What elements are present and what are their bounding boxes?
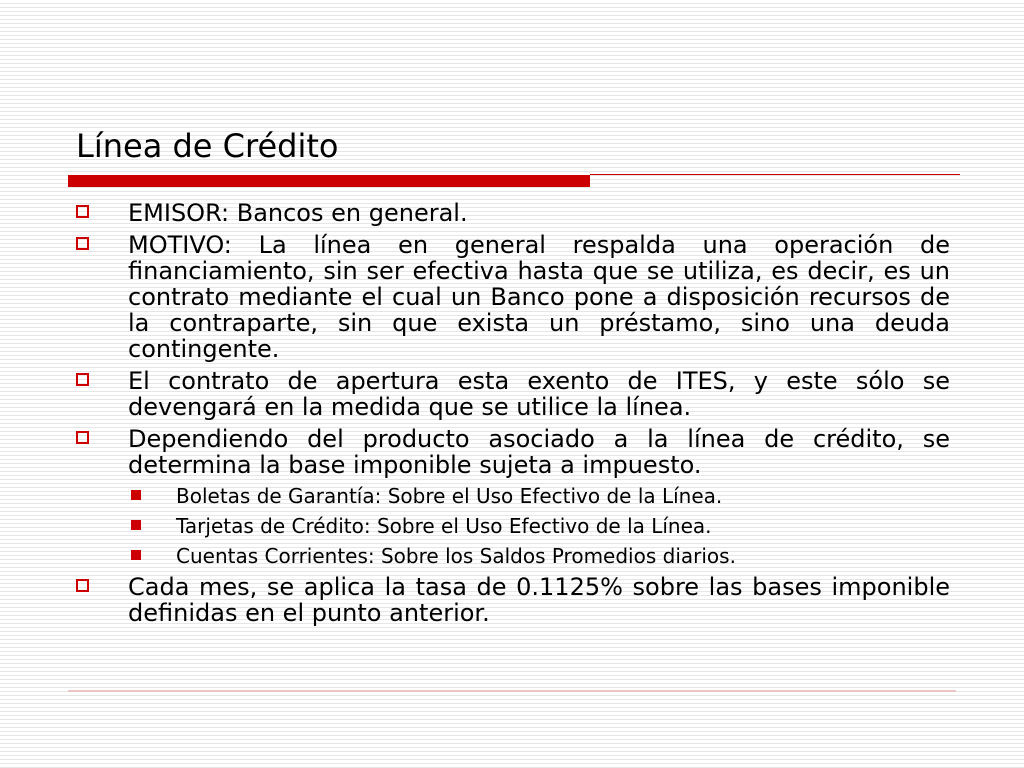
bullet-text: EMISOR: Bancos en general. xyxy=(128,199,468,227)
hollow-square-bullet-icon xyxy=(76,205,89,218)
slide-title: Línea de Crédito xyxy=(76,127,339,165)
bullet-text: El contrato de apertura esta exento de ITES, y este sólo se devengará en la medida que se utilice la línea. xyxy=(128,367,950,421)
sub-bullet-text: Cuentas Corrientes: Sobre los Saldos Promedios diarios. xyxy=(176,544,736,568)
bullet-item-tasa xyxy=(76,574,950,626)
hollow-square-bullet-icon xyxy=(76,373,89,386)
bullet-text: Dependiendo del producto asociado a la línea de crédito, se determina la base imponible sujeta a impuesto. xyxy=(128,425,950,479)
filled-square-bullet-icon xyxy=(131,550,141,560)
title-underline-line xyxy=(590,174,960,175)
sub-bullet-item-tarjetas xyxy=(76,514,950,538)
bullet-text: MOTIVO: La línea en general respalda una operación de financiamiento, sin ser efectiva hasta que se utiliza, es decir, es un contrato mediante el cual un Banco pone a disposición recursos de la contraparte, sin que exista un préstamo, sino una deuda contingente. xyxy=(128,231,950,363)
title-underline-bar xyxy=(68,175,590,187)
hollow-square-bullet-icon xyxy=(76,431,89,444)
footer-divider xyxy=(68,690,956,692)
filled-square-bullet-icon xyxy=(131,490,141,500)
sub-bullet-item-boletas xyxy=(76,484,950,508)
sub-bullet-text: Boletas de Garantía: Sobre el Uso Efectivo de la Línea. xyxy=(176,484,723,508)
sub-bullet-list xyxy=(76,484,950,568)
slide-content xyxy=(76,200,950,632)
bullet-item-contrato xyxy=(76,368,950,420)
bullet-item-motivo xyxy=(76,232,950,362)
sub-bullet-text: Tarjetas de Crédito: Sobre el Uso Efectivo de la Línea. xyxy=(176,514,712,538)
hollow-square-bullet-icon xyxy=(76,237,89,250)
sub-bullet-item-cuentas xyxy=(76,544,950,568)
bullet-item-emisor xyxy=(76,200,950,226)
bullet-item-producto xyxy=(76,426,950,478)
bullet-text: Cada mes, se aplica la tasa de 0.1125% sobre las bases imponible definidas en el punto anterior. xyxy=(128,573,950,627)
filled-square-bullet-icon xyxy=(131,520,141,530)
hollow-square-bullet-icon xyxy=(76,579,89,592)
